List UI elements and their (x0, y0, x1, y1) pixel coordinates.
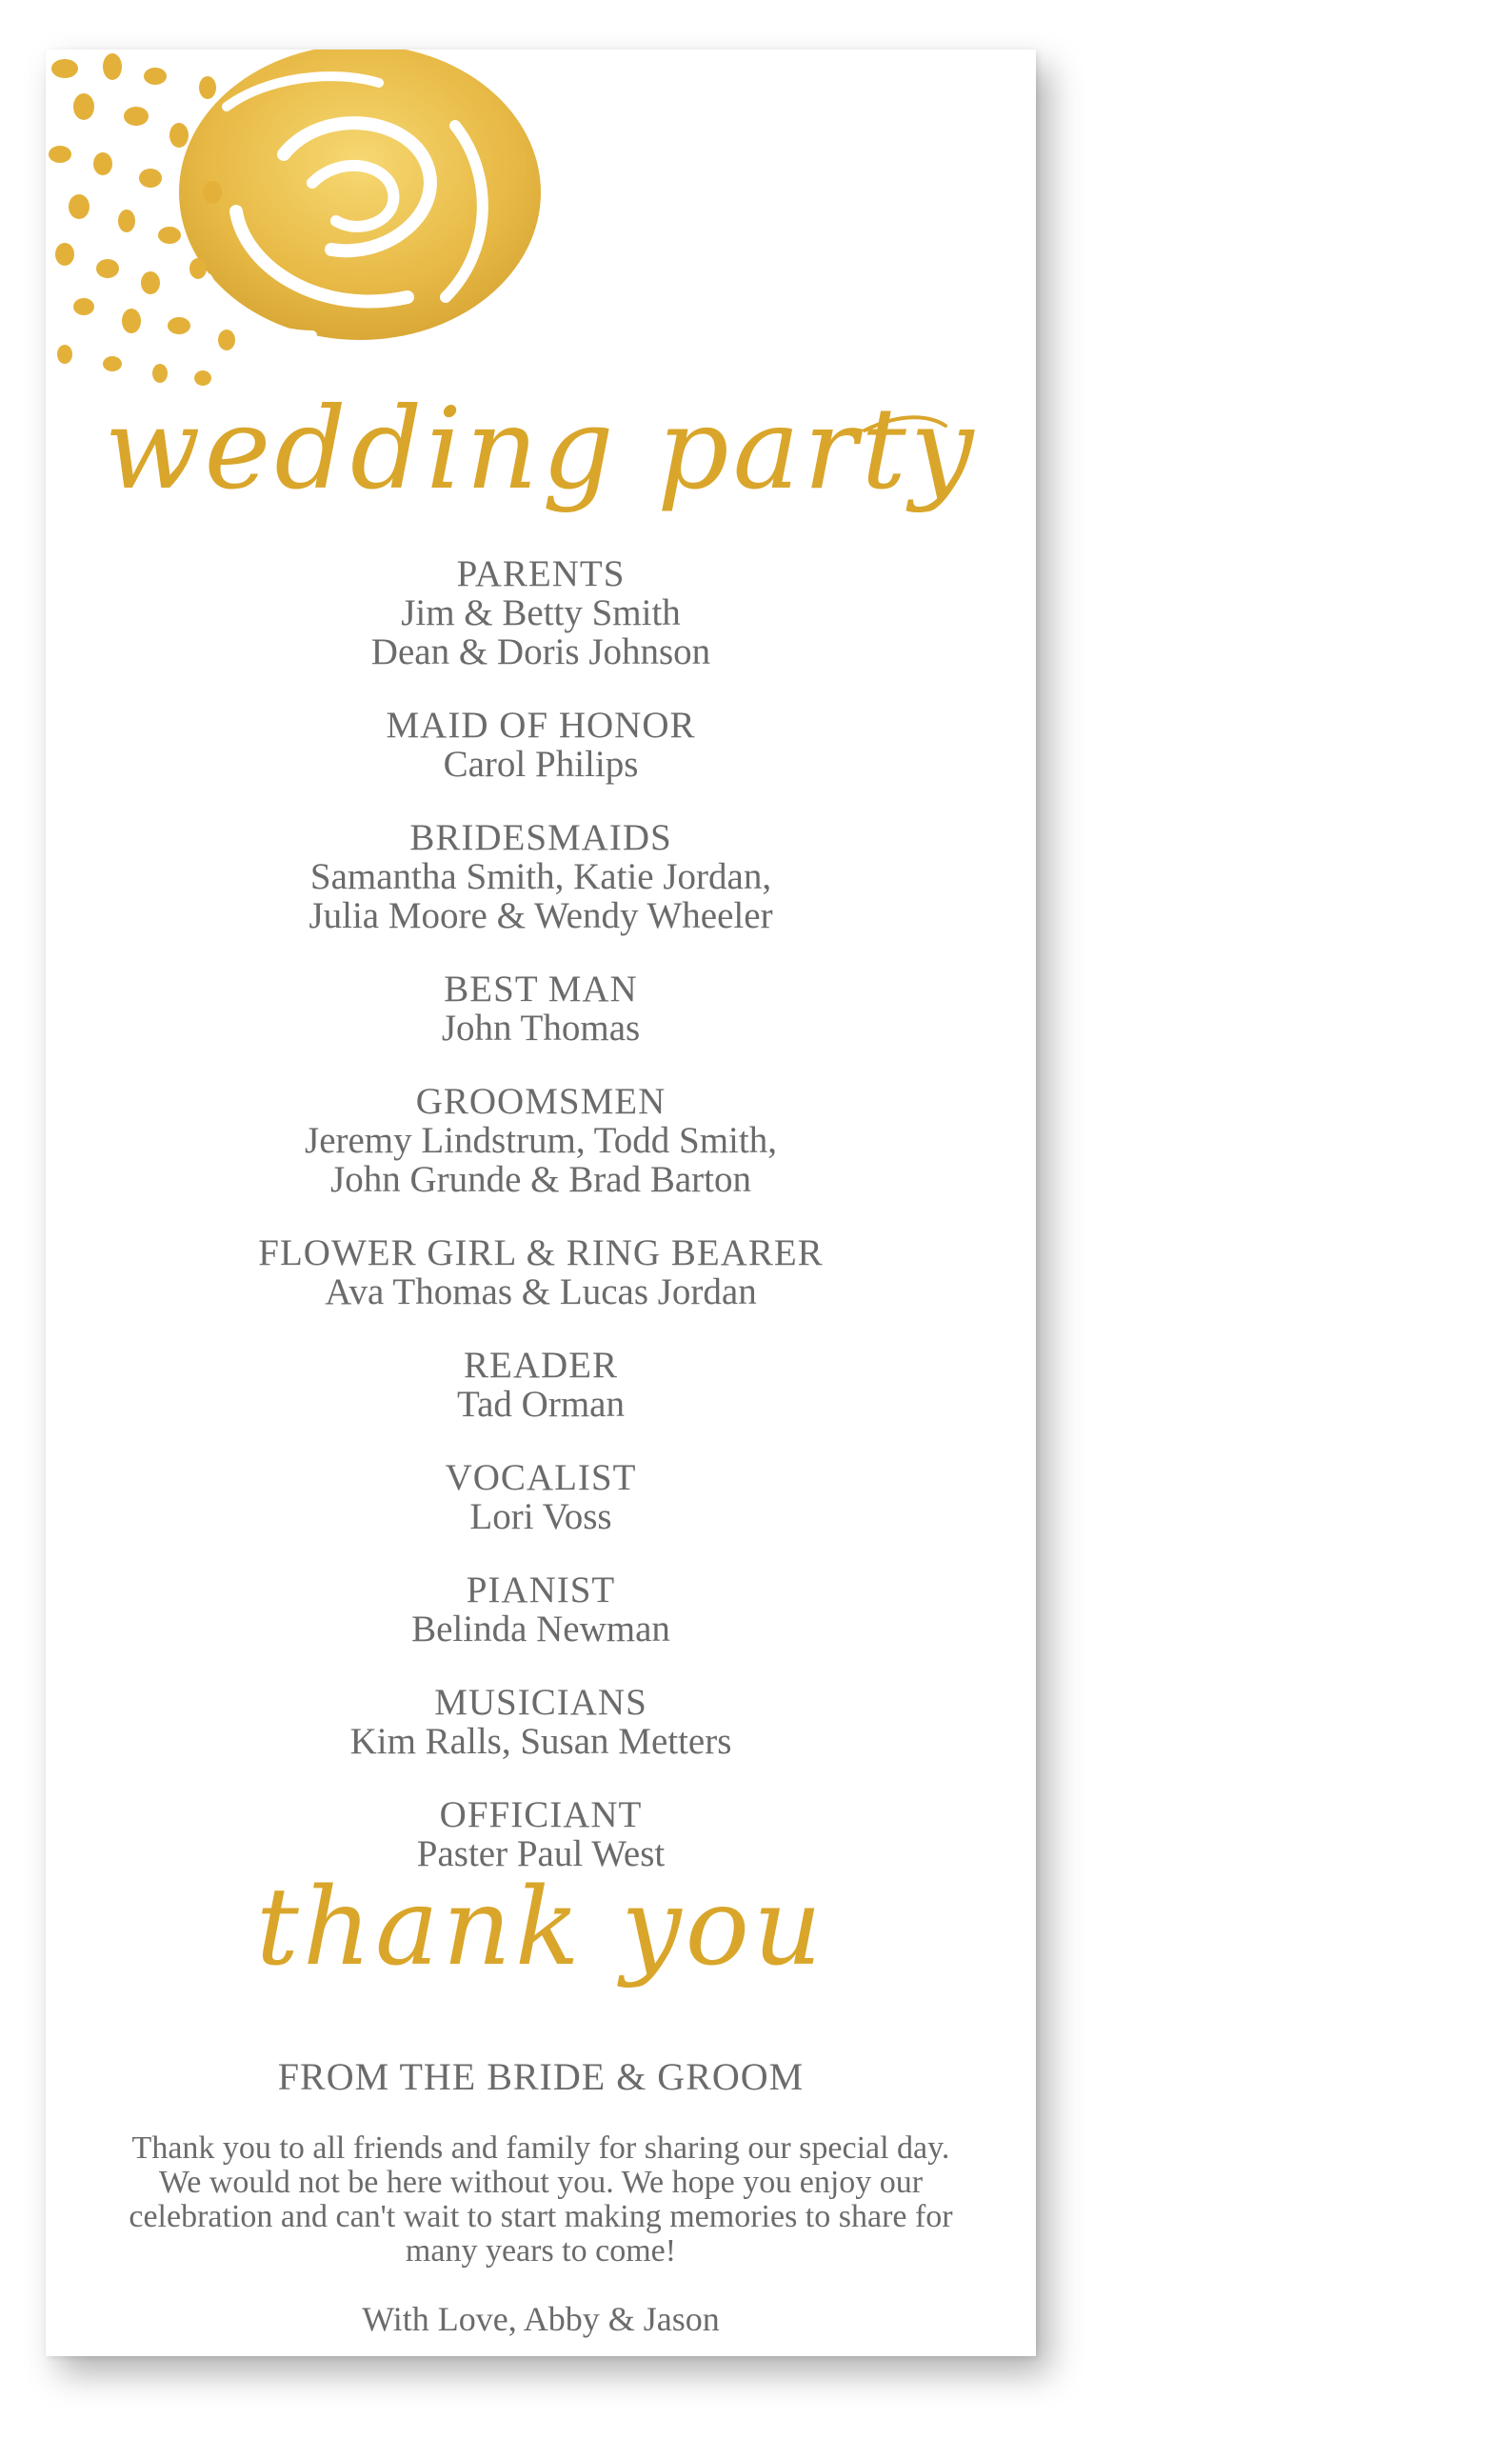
section-name-line: Samantha Smith, Katie Jordan, (309, 856, 772, 897)
section-name-line: Kim Ralls, Susan Metters (349, 1721, 732, 1762)
section-title: BRIDESMAIDS (409, 817, 672, 858)
section-name-line: Carol Philips (443, 744, 639, 785)
section-name-line: Jim & Betty Smith (401, 592, 681, 633)
wedding-party-list (46, 554, 1036, 1908)
party-section (46, 1458, 1036, 1536)
party-section (46, 1082, 1036, 1199)
section-name-line: Dean & Doris Johnson (370, 631, 711, 672)
thank-you-script-text: thank you (255, 1866, 826, 1989)
party-section (46, 1233, 1036, 1311)
section-title: PARENTS (456, 553, 626, 594)
wedding-party-heading (46, 373, 1036, 535)
section-title: PIANIST (466, 1569, 616, 1610)
thank-you-heading (46, 1849, 1036, 2011)
party-section (46, 970, 1036, 1048)
party-section (46, 706, 1036, 784)
party-section (46, 1683, 1036, 1761)
signoff: With Love, Abby & Jason (362, 2300, 720, 2338)
section-name-line: Jeremy Lindstrum, Todd Smith, (305, 1120, 777, 1161)
section-name-line: Lori Voss (469, 1496, 612, 1537)
section-name-line: Paster Paul West (416, 1833, 666, 1874)
wedding-party-script-text: wedding party (104, 383, 978, 514)
section-title: READER (464, 1345, 618, 1386)
section-name-line: Tad Orman (457, 1384, 625, 1425)
section-title: FLOWER GIRL & RING BEARER (258, 1232, 824, 1273)
thank-you-message: Thank you to all friends and family for sharing our special day. We would not be here without you. We hope you enjoy our celebration and can't wait to start making memories to share for many years to come! (129, 2130, 953, 2269)
section-title: VOCALIST (445, 1457, 637, 1498)
section-title: MAID OF HONOR (386, 705, 696, 746)
section-title: BEST MAN (444, 969, 638, 1010)
section-name-line: Julia Moore & Wendy Wheeler (308, 895, 773, 936)
from-line: FROM THE BRIDE & GROOM (277, 2055, 805, 2098)
section-name-line: John Grunde & Brad Barton (330, 1159, 751, 1200)
section-name-line: Belinda Newman (411, 1609, 670, 1649)
party-section (46, 1570, 1036, 1649)
section-name-line: John Thomas (441, 1008, 641, 1049)
section-title: OFFICIANT (439, 1794, 643, 1835)
party-section (46, 818, 1036, 935)
program-card (46, 50, 1036, 2356)
party-section (46, 1346, 1036, 1424)
section-name-line: Ava Thomas & Lucas Jordan (325, 1271, 757, 1312)
party-section (46, 554, 1036, 671)
section-title: MUSICIANS (434, 1682, 647, 1723)
section-title: GROOMSMEN (415, 1081, 666, 1122)
